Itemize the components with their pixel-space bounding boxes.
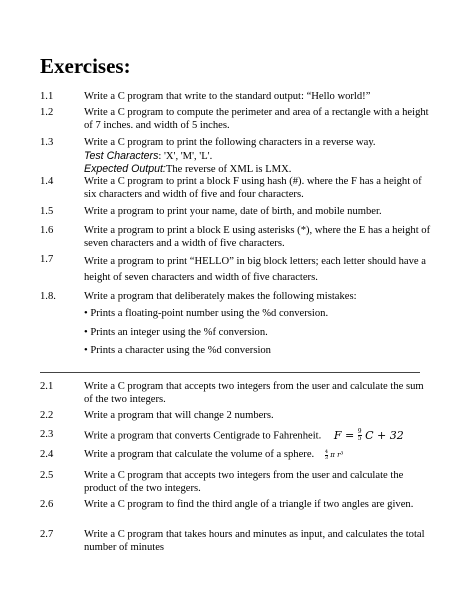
- exercise-text: Write a program that will change 2 numbers.: [84, 410, 274, 421]
- exercise-number: 1.4: [40, 176, 54, 187]
- exercise-number: 2.3: [40, 429, 54, 440]
- exercise-1-4: [40, 176, 435, 201]
- bullet-item: • Prints a floating-point number using the %d conversion.: [84, 308, 329, 319]
- exercise-text: Write a C program that takes hours and minutes as input, and calculates the total number of minutes: [84, 529, 425, 553]
- expected-output-label: Expected Output:: [84, 163, 166, 176]
- exercise-2-2: [40, 410, 435, 423]
- section-divider: [40, 372, 420, 373]
- fahrenheit-formula: F = $\frac{9}{5}$ C + 32: [333, 428, 404, 442]
- sphere-volume-formula: $\frac{4}{3}$ π r³: [324, 448, 344, 461]
- exercise-2-7: [40, 529, 435, 554]
- test-characters-line: [84, 150, 435, 164]
- exercise-number: 1.2: [40, 107, 54, 118]
- exercise-text: Write a program to print “HELLO” in big block letters; each letter should have a height of seven characters and width of five characters.: [84, 256, 426, 283]
- bullet-item: • Prints an integer using the %f conversion.: [84, 327, 268, 338]
- expected-output-value: The reverse of XML is LMX.: [165, 164, 292, 176]
- exercise-1-5: [40, 206, 435, 219]
- test-characters-value: : 'X', 'M', 'L'.: [158, 150, 213, 162]
- fraction: $\frac{9}{5}$: [357, 428, 362, 442]
- exercise-text: Write a C program to find the third angle of a triangle if two angles are given.: [84, 499, 414, 510]
- bullet-item: • Prints a character using the %d conversion: [84, 345, 271, 356]
- exercise-1-8: [40, 291, 435, 304]
- exercise-text: Write a C program that write to the standard output: “Hello world!”: [84, 91, 371, 102]
- exercise-text: Write a program to print your name, date of birth, and mobile number.: [84, 206, 382, 217]
- exercise-text: Write a C program that accepts two integers from the user and calculate the product of the two integers.: [84, 470, 404, 494]
- exercise-number: 2.1: [40, 381, 54, 392]
- exercise-number: 1.1: [40, 91, 54, 102]
- exercise-number: 1.7: [40, 254, 54, 265]
- exercise-text: Write a program that deliberately makes the following mistakes:: [84, 291, 357, 302]
- exercise-number: 2.2: [40, 410, 54, 421]
- exercise-number: 1.8.: [40, 291, 56, 302]
- exercise-2-1: [40, 381, 435, 406]
- exercise-text: Write a program that calculate the volume of a sphere.: [84, 449, 315, 460]
- page-title: Exercises:: [40, 54, 131, 78]
- exercise-number: 2.4: [40, 449, 54, 460]
- exercise-text: Write a C program that accepts two integers from the user and calculate the sum of the two integers.: [84, 381, 424, 405]
- exercise-number: 1.6: [40, 225, 54, 236]
- exercise-text: Write a program that converts Centigrade to Fahrenheit.: [84, 430, 322, 442]
- exercise-number: 2.7: [40, 529, 54, 540]
- exercise-1-6: [40, 225, 435, 250]
- exercise-number: 1.3: [40, 137, 54, 148]
- exercise-number: 1.5: [40, 206, 54, 217]
- fraction: $\frac{4}{3}$: [324, 448, 329, 461]
- exercise-2-6: [40, 499, 435, 512]
- exercise-1-2: [40, 107, 435, 132]
- exercise-text: Write a C program to print a block F using hash (#). where the F has a height of six characters and width of five and four characters.: [84, 176, 422, 200]
- exercise-text: Write a C program to compute the perimeter and area of a rectangle with a height of 7 inches. and width of 5 inches.: [84, 107, 429, 131]
- exercise-number: 2.5: [40, 470, 54, 481]
- exercise-text: Write a program to print a block E using asterisks (*), where the E has a height of seven characters and a width of five characters.: [84, 225, 431, 249]
- exercise-2-4: [40, 449, 435, 462]
- exercise-number: 2.6: [40, 499, 54, 510]
- expected-output-line: [84, 163, 435, 177]
- exercise-2-5: [40, 470, 435, 495]
- exercise-1-7: [40, 254, 435, 286]
- exercise-2-3: [40, 429, 435, 443]
- exercise-1-3: [40, 137, 435, 177]
- exercise-1-1: [40, 91, 435, 104]
- exercise-text: Write a C program to print the following characters in a reverse way.: [84, 137, 376, 148]
- test-characters-label: Test Characters: [84, 149, 159, 162]
